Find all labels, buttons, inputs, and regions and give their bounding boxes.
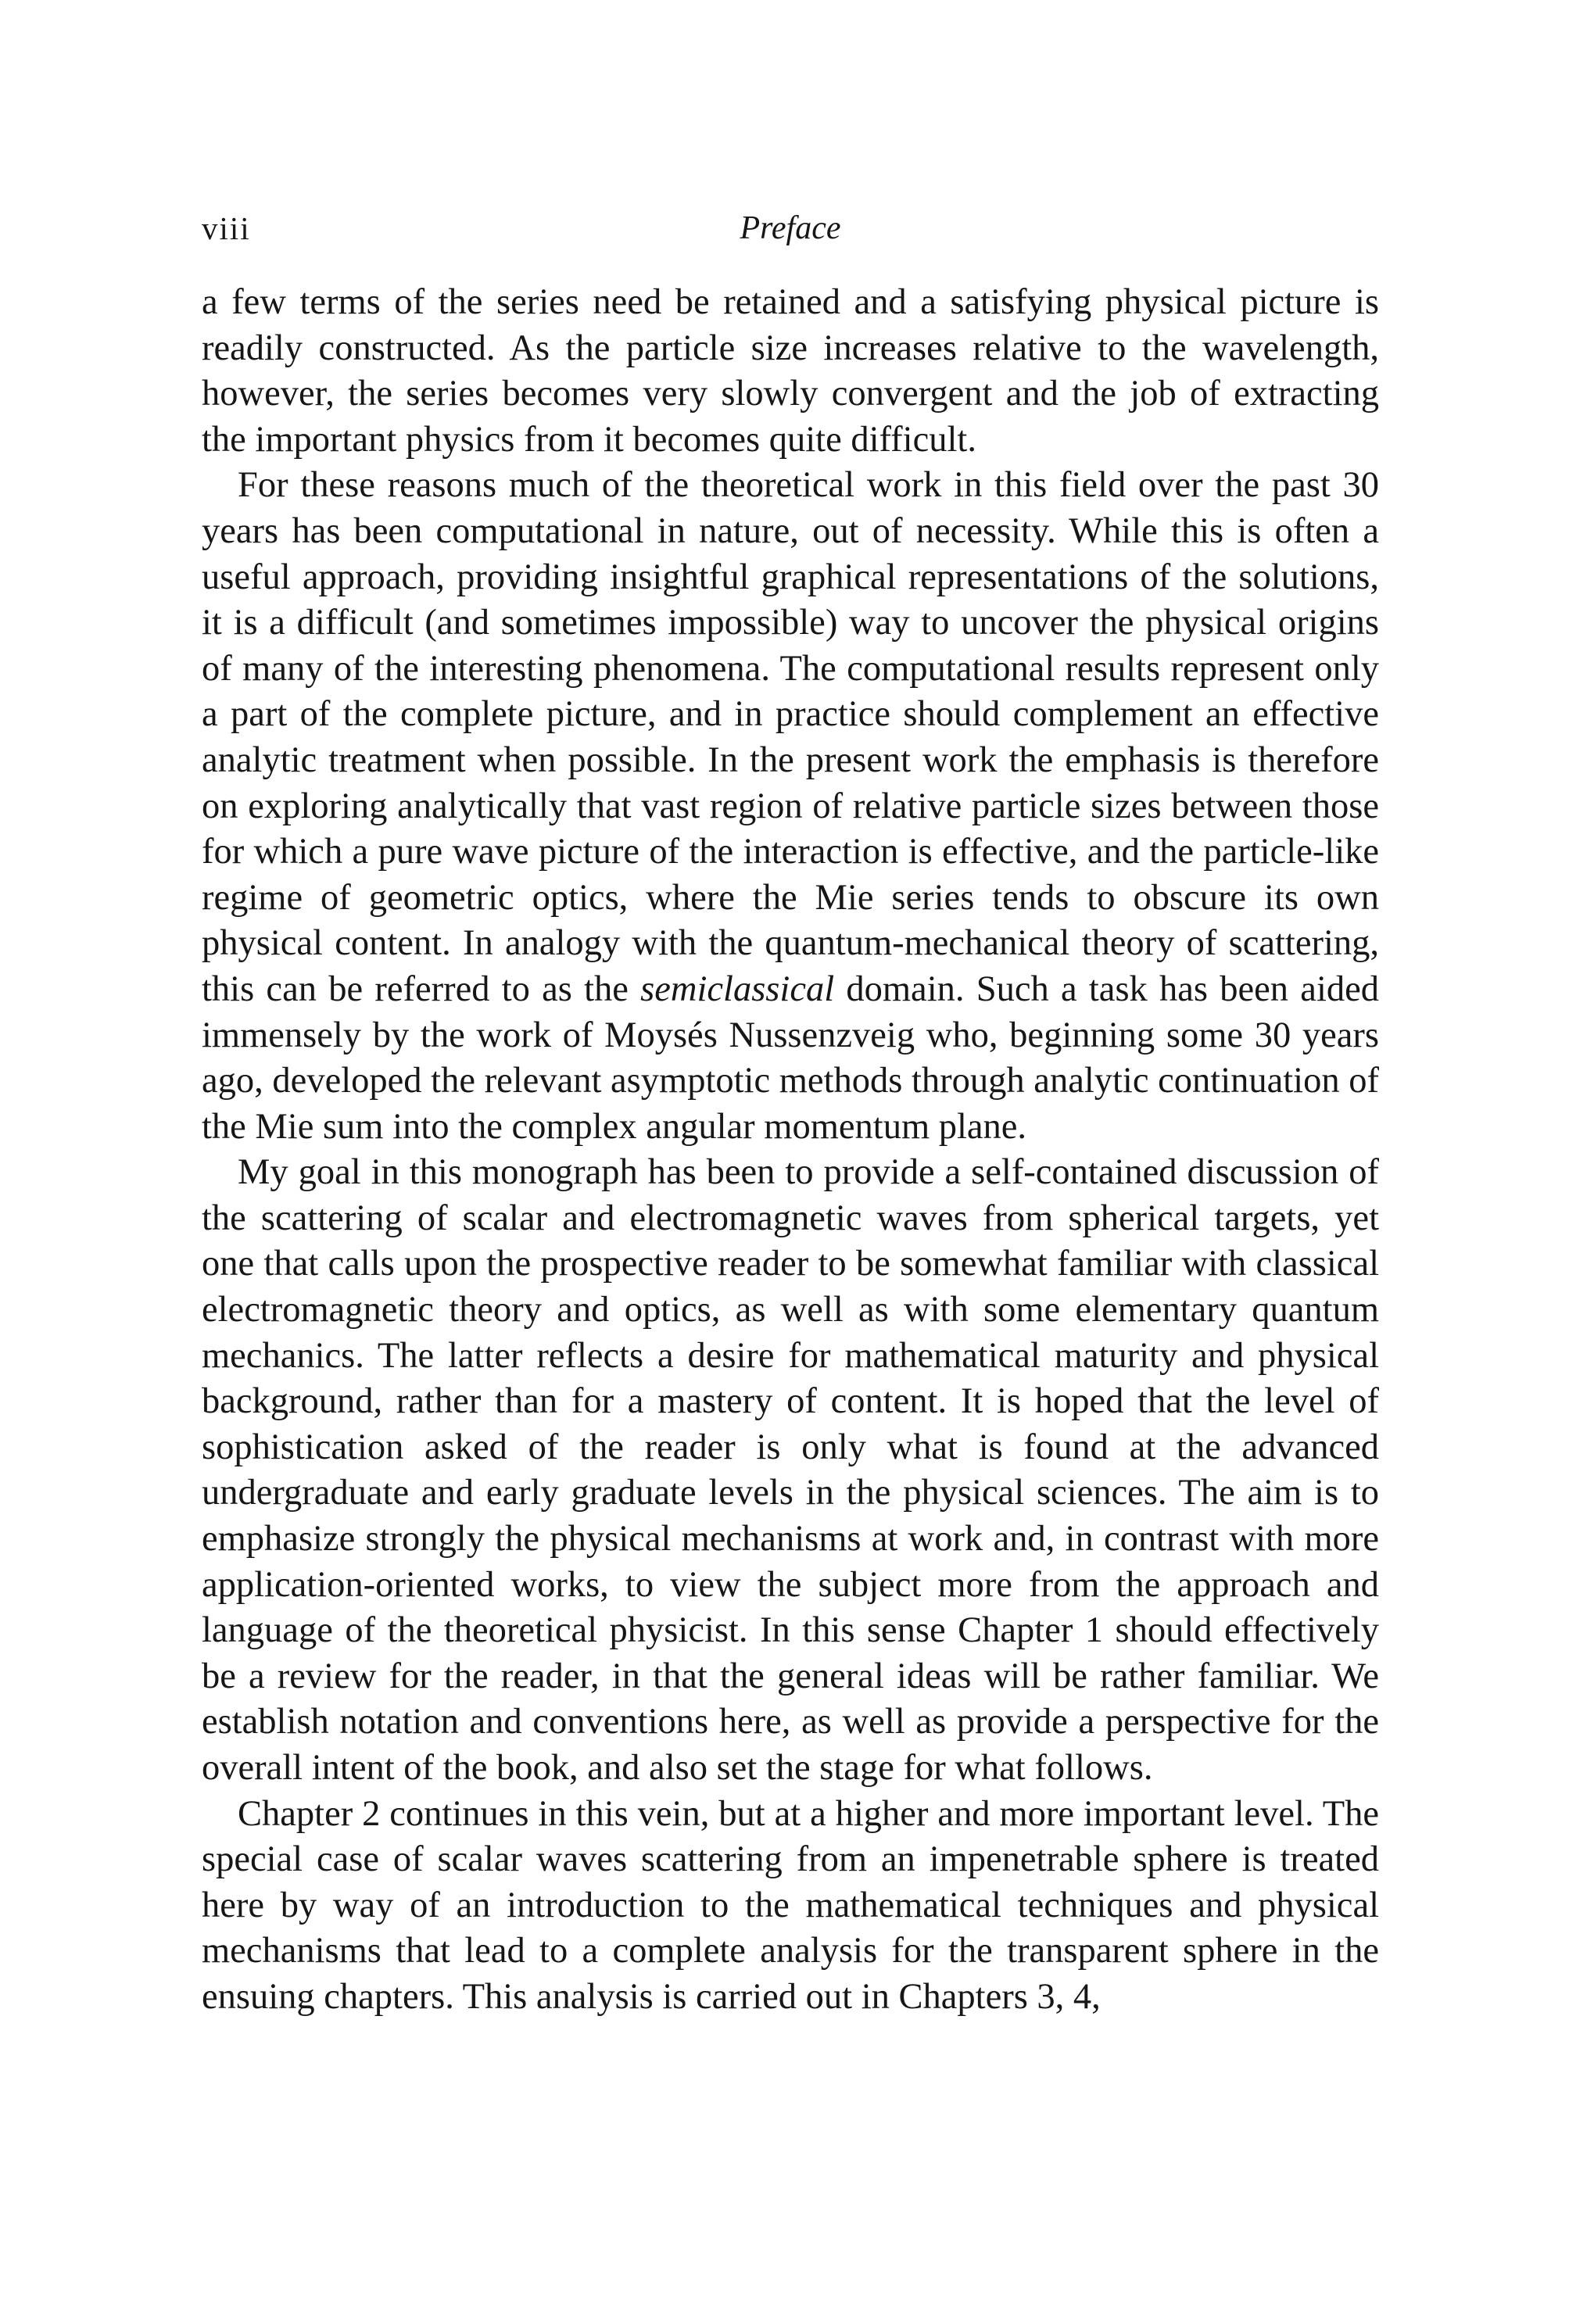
paragraph-3: My goal in this monograph has been to provide a self-contained discussion of the scattering of scalar and electromagnetic waves from spherical targets, yet one that calls upon the prospective reader to be somewhat familiar with classical electromagnetic theory and optics, as well as with some elementary quantum mechanics. The latter reflects a desire for mathematical maturity and physical background, rather than for a mastery of content. It is hoped that the level of sophistication asked of the reader is only what is found at the advanced undergraduate and early graduate levels in the physical sciences. The aim is to emphasize strongly the physical mechanisms at work and, in contrast with more application-oriented works, to view the subject more from the approach and language of the theoretical physicist. In this sense Chapter 1 should effectively be a review for the reader, in that the general ideas will be rather familiar. We establish notation and conventions here, as well as provide a perspective for the overall intent of the book, and also set the stage for what follows. bbox=[202, 1152, 1379, 1788]
paragraph-2-emphasis: semiclassical bbox=[640, 969, 835, 1009]
paragraph-2-text: For these reasons much of the theoretical work in this field over the past 30 years has been computational in nature, out of necessity. While this is often a useful approach, providing insightful graphical representations of the solutions, it is a difficult (and sometimes impossible) way to uncover the physical origins of many of the interesting phenomena. The computational results represent only a part of the complete picture, and in practice should complement an effective analytic treatment when possible. In the present work the emphasis is therefore on exploring analytically that vast region of relative particle sizes between those for which a pure wave picture of the interaction is effective, and the particle-like regime of geometric optics, where the Mie series tends to obscure its own physical content. In analogy with the quantum-mechanical theory of scattering, this can be referred to as the bbox=[202, 465, 1379, 1009]
running-header bbox=[202, 209, 1379, 256]
running-title: Preface bbox=[740, 210, 841, 246]
paragraph-2-end: domain. Such a task has been aided immensely by the work of Moysés Nussenzveig who, beginning some 30 years ago, developed the relevant asymptotic methods through analytic continuation of the Mie sum into the complex angular momentum plane. bbox=[202, 969, 1379, 1147]
body-text bbox=[202, 280, 1379, 2021]
page-number: viii bbox=[202, 210, 251, 246]
paragraph-2 bbox=[202, 463, 1379, 1150]
paragraph-1: a few terms of the series need be retained and a satisfying physical picture is readily constructed. As the particle size increases relative to the wavelength, however, the series becomes very slowly convergent and the job of extracting the important physics from it becomes quite difficult. bbox=[202, 282, 1379, 460]
paragraph-4: Chapter 2 continues in this vein, but at a higher and more important level. The special case of scalar waves scattering from an impenetrable sphere is treated here by way of an introduction to the mathematical techniques and physical mechanisms that lead to a complete analysis for the transparent sphere in the ensuing chapters. This analysis is carried out in Chapters 3, 4, bbox=[202, 1793, 1379, 2017]
